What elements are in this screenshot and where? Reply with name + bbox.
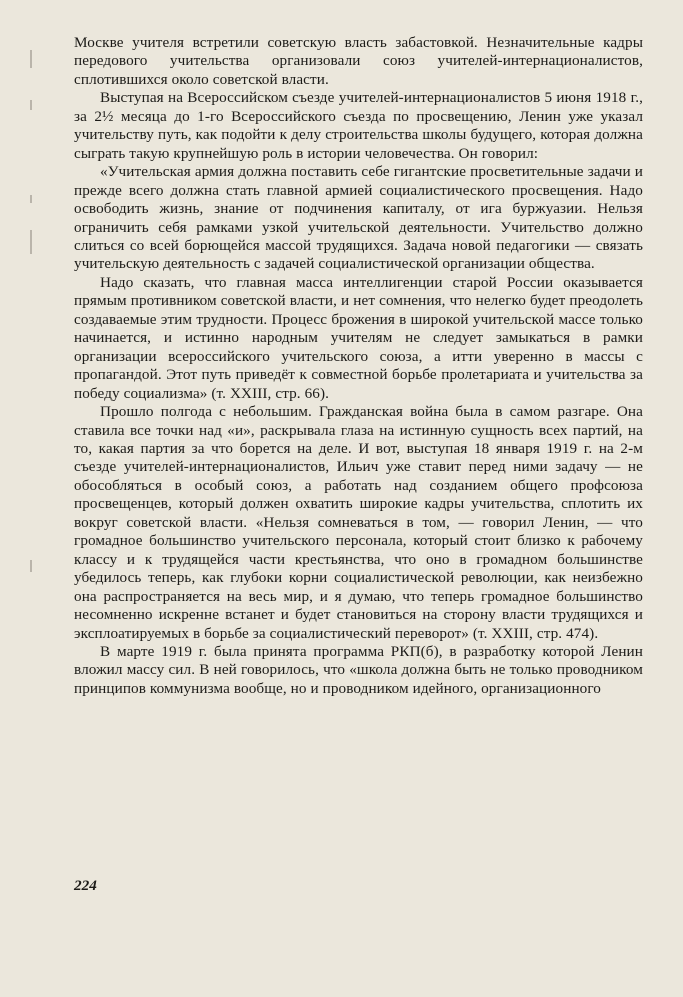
paragraph: Москве учителя встретили советскую власть забастовкой. Незначительные кадры передового учительства организовали союз учителей-интернационалистов, сплотившихся около советской власти. [74,34,643,88]
binding-edge-marks [30,40,36,937]
paragraph: Прошло полгода с небольшим. Гражданская война была в самом разгаре. Она ставила все точки над «и», раскрывала глаза на истинную сущность всех партий, на то, какая партия за что борется на деле. И вот, выступая 18 января 1919 г. на 2-м съезде учителей-интернационалистов, Ильич уже ставит перед ними задачу — не обособляться в особый союз, а работать над созданием общего профсоюза просвещенцев, который должен охватить широкие кадры учительства, сплотить их вокруг советской власти. «Нельзя сомневаться в том, — говорил Ленин, — что громадное большинство учительского персонала, который стоит близко к рабочему классу и к трудящейся части крестьянства, что оно в громадном большинстве убедилось теперь, как глубоки корни социалистической революции, как неизбежно она распространяется на весь мир, и я думаю, что теперь громадное большинство несомненно искренне встанет и будет становиться на сторону власти трудящихся и эксплоатируемых в борьбе за социалистический переворот» (т. XXIII, стр. 474). [74,403,643,642]
paragraph: В марте 1919 г. была принята программа РКП(б), в разработку которой Ленин вложил массу сил. В ней говорилось, что «школа должна быть не только проводником принципов коммунизма вообще, но и проводником идейного, организационного [74,642,643,697]
quote-paragraph: «Учительская армия должна поставить себе гигантские просветительные задачи и прежде всего должна стать главной армией социалистического просвещения. Надо освободить жизнь, знание от подчинения капиталу, от ига буржуазии. Нельзя ограничить себя рамками узкой учительской деятельности. Учительство должно слиться со всей борющейся массой трудящихся. Задача новой педагогики — связать учительскую деятельность с задачей социалистической организации общества. [74,163,643,273]
body-text [74,34,643,698]
page-number: 224 [74,877,97,894]
paragraph: Надо сказать, что главная масса интеллигенции старой России оказывается прямым противником советской власти, и нет сомнения, что нелегко будет преодолеть создаваемые этим трудности. Процесс брожения в широкой учительской массе только начинается, и истинно народным учителям не следует замыкаться в рамки организации всероссийского учительского союза, а итти уверенно в массы с пропагандой. Этот путь приведёт к совместной борьбе пролетариата и учительства за победу социализма» (т. XXIII, стр. 66). [74,273,643,402]
paragraph: Выступая на Всероссийском съезде учителей-интернационалистов 5 июня 1918 г., за 2½ месяца до 1-го Всероссийского съезда по просвещению, Ленин уже указал учительству путь, как подойти к делу строительства школы будущего, которая должна сыграть такую крупнейшую роль в истории человечества. Он говорил: [74,89,643,162]
